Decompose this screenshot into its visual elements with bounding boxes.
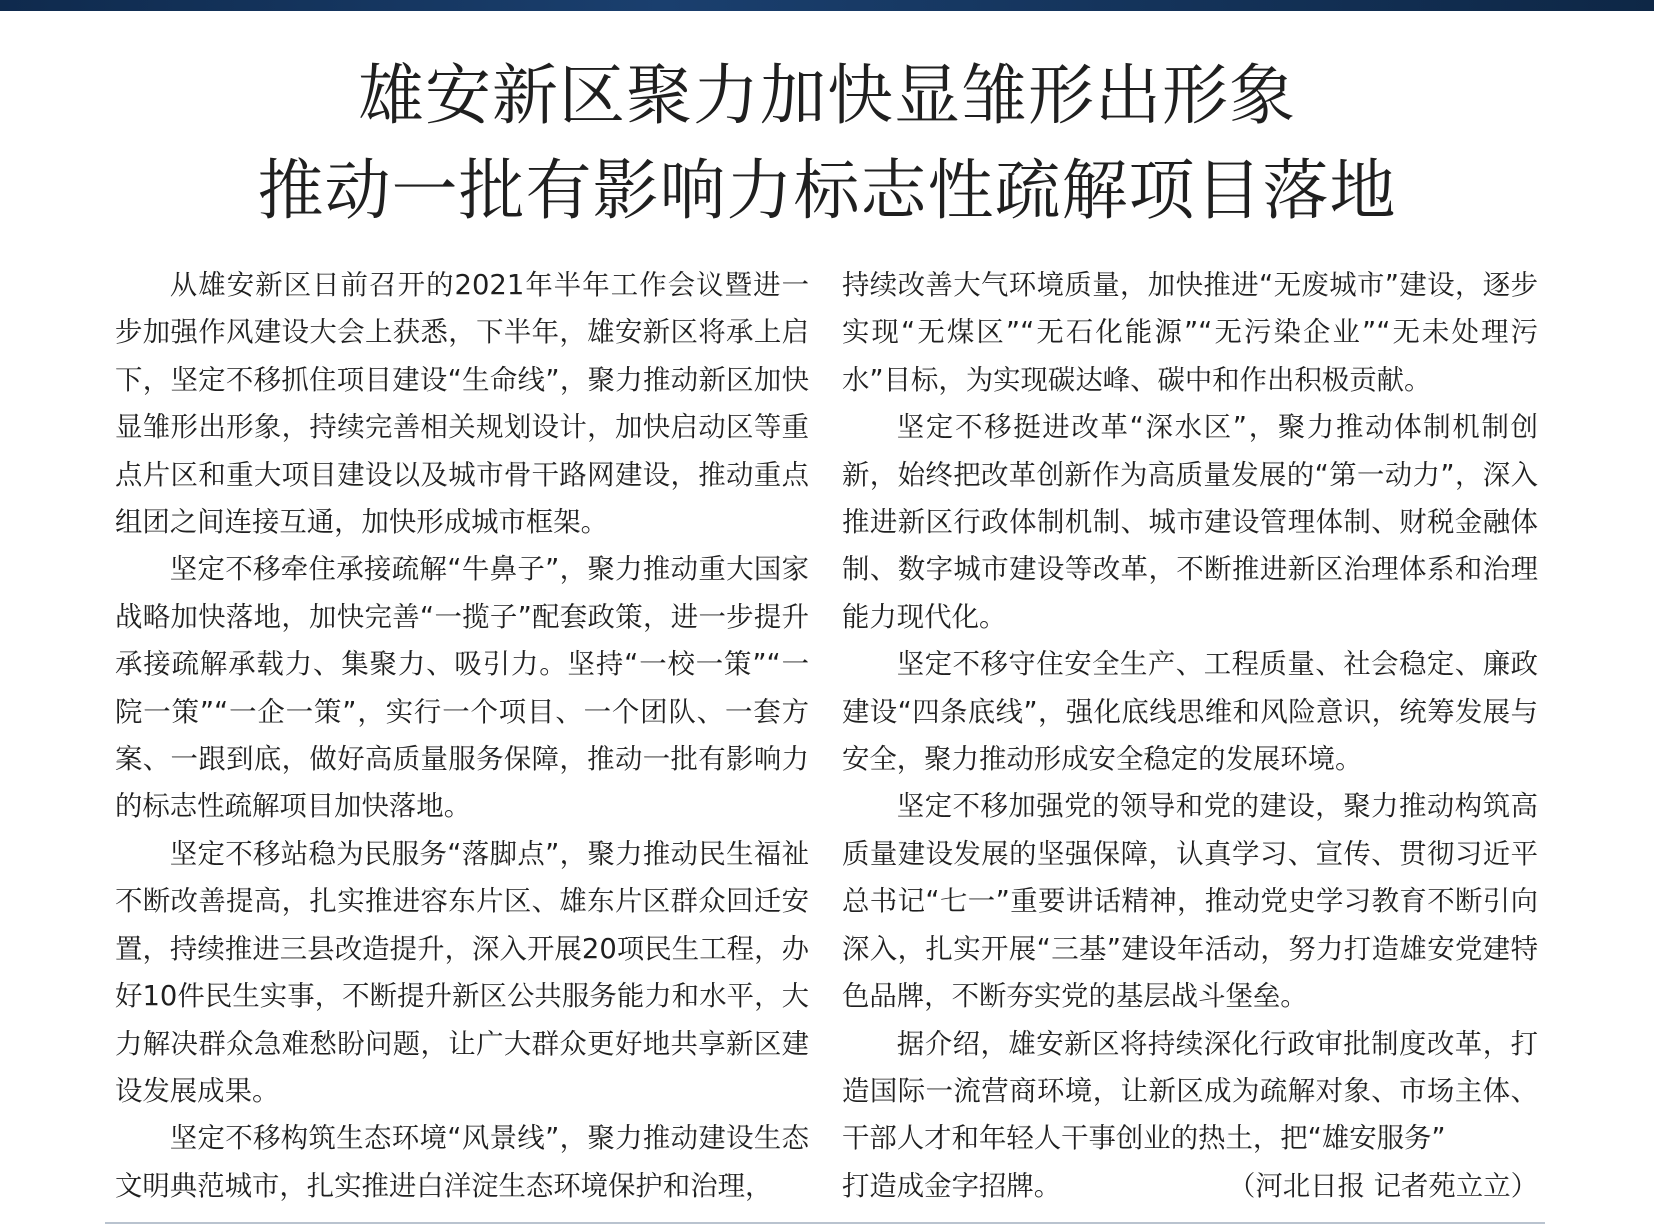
top-decorative-bar	[0, 0, 1654, 11]
paragraph: 坚定不移构筑生态环境“风景线”，聚力推动建设生态文明典范城市，扎实推进白洋淀生态环境保护和治理，	[115, 1123, 809, 1202]
headline-line-1: 雄安新区聚力加快显雏形出形象	[358, 57, 1296, 134]
paragraph: 坚定不移站稳为民服务“落脚点”，聚力推动民生福祉不断改善提高，扎实推进容东片区、雄东片区群众回迁安置，持续推进三县改造提升，深入开展20项民生工程，办好10件民生实事，不断提升新区公共服务能力和水平，大力解决群众急难愁盼问题，让广大群众更好地共享新区建设发展成果。	[115, 838, 809, 1107]
headline-line-2: 推动一批有影响力标志性疏解项目落地	[257, 152, 1397, 229]
paragraph-continued: 持续改善大气环境质量，加快推进“无废城市”建设，逐步实现“无煤区”“无石化能源”“无污染企业”“无未处理污水”目标，为实现碳达峰、碳中和作出积极贡献。	[842, 270, 1538, 396]
byline: （河北日报 记者苑立立）	[1227, 1170, 1538, 1202]
paragraph: 坚定不移守住安全生产、工程质量、社会稳定、廉政建设“四条底线”，强化底线思维和风险意识，统筹发展与安全，聚力推动形成安全稳定的发展环境。	[842, 649, 1538, 776]
article-left-column	[115, 262, 809, 1210]
paragraph: 从雄安新区日前召开的2021年半年工作会议暨进一步加强作风建设大会上获悉，下半年，雄安新区将承上启下，坚定不移抓住项目建设“生命线”，聚力推动新区加快显雏形出形象，持续完善相关规划设计，加快启动区等重点片区和重大项目建设以及城市骨干路网建设，推动重点组团之间连接互通，加快形成城市框架。	[115, 270, 809, 539]
paragraph: 坚定不移挺进改革“深水区”，聚力推动体制机制创新，始终把改革创新作为高质量发展的“第一动力”，深入推进新区行政体制机制、城市建设管理体制、财税金融体制、数字城市建设等改革，不断推进新区治理体系和治理能力现代化。	[842, 412, 1538, 633]
bottom-divider	[105, 1222, 1545, 1224]
paragraph: 坚定不移牵住承接疏解“牛鼻子”，聚力推动重大国家战略加快落地，加快完善“一揽子”配套政策，进一步提升承接疏解承载力、集聚力、吸引力。坚持“一校一策”“一院一策”“一企一策”，实行一个项目、一个团队、一套方案、一跟到底，做好高质量服务保障，推动一批有影响力的标志性疏解项目加快落地。	[115, 554, 809, 823]
headline	[0, 48, 1654, 238]
closing-line	[842, 1163, 1538, 1210]
closing-text: 打造成金字招牌。	[842, 1170, 1062, 1202]
paragraph: 坚定不移加强党的领导和党的建设，聚力推动构筑高质量建设发展的坚强保障，认真学习、宣传、贯彻习近平总书记“七一”重要讲话精神，推动党史学习教育不断引向深入，扎实开展“三基”建设年活动，努力打造雄安党建特色品牌，不断夯实党的基层战斗堡垒。	[842, 791, 1538, 1013]
article-right-column	[842, 262, 1538, 1210]
paragraph: 据介绍，雄安新区将持续深化行政审批制度改革，打造国际一流营商环境，让新区成为疏解对象、市场主体、干部人才和年轻人干事创业的热土，把“雄安服务”	[842, 1028, 1538, 1155]
